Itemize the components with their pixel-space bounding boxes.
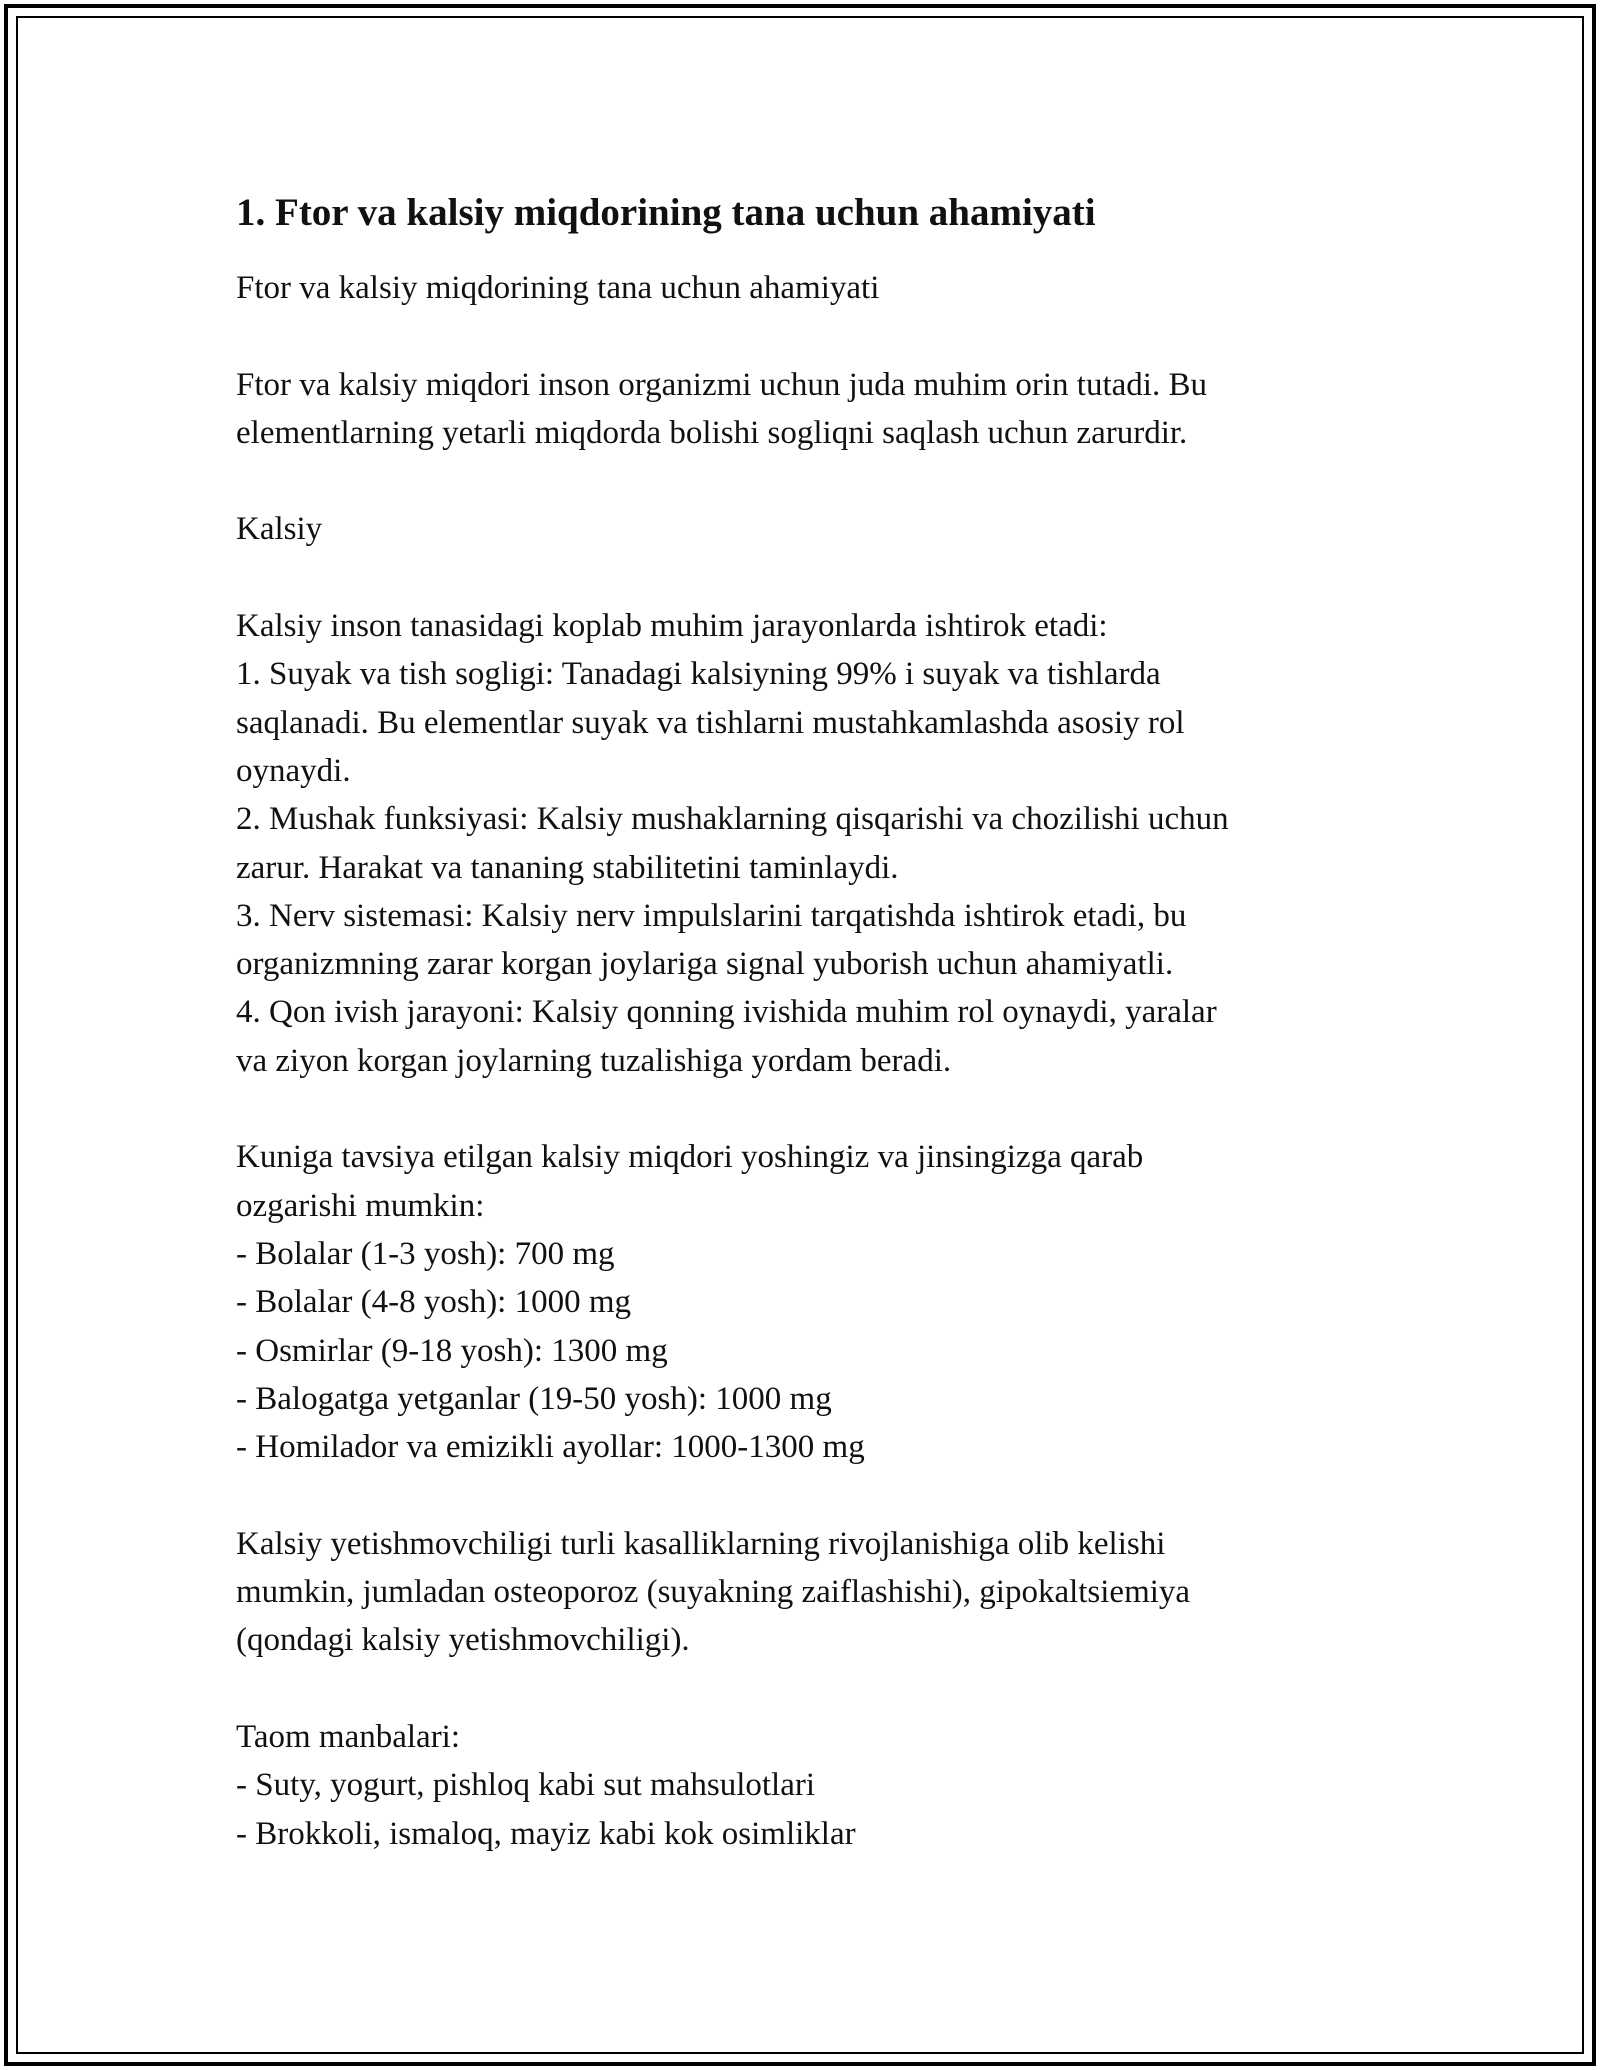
section-title-kalsiy: Kalsiy xyxy=(236,511,323,548)
dosage-item-line: - Balogatga yetganlar (19-50 yosh): 1000 mg xyxy=(236,1380,832,1417)
dosage-item-line: - Bolalar (4-8 yosh): 1000 mg xyxy=(236,1284,632,1321)
dosage-item-line: - Homilador va emizikli ayollar: 1000-1300 mg xyxy=(236,1429,865,1466)
intro-line: Ftor va kalsiy miqdori inson organizmi uchun juda muhim orin tutadi. Bu xyxy=(236,366,1207,403)
list-item-line: va ziyon korgan joylarning tuzalishiga yordam beradi. xyxy=(236,1042,952,1079)
blank-line xyxy=(236,1471,1366,1519)
blank-line xyxy=(236,554,1366,602)
blank-line xyxy=(236,1085,1366,1133)
list-item-line: 3. Nerv sistemasi: Kalsiy nerv impulslarini tarqatishda ishtirok etadi, bu xyxy=(236,897,1187,934)
food-source-item-line: - Suty, yogurt, pishloq kabi sut mahsulotlari xyxy=(236,1767,815,1804)
body-line: (qondagi kalsiy yetishmovchiligi). xyxy=(236,1622,690,1659)
body-line: Kuniga tavsiya etilgan kalsiy miqdori yoshingiz va jinsingizga qarab xyxy=(236,1139,1144,1176)
dosage-item-line: - Bolalar (1-3 yosh): 700 mg xyxy=(236,1235,615,1272)
document-heading: 1. Ftor va kalsiy miqdorining tana uchun ahamiyati xyxy=(236,191,1096,234)
blank-line xyxy=(236,457,1366,505)
food-sources-title: Taom manbalari: xyxy=(236,1718,461,1755)
body-line: Kalsiy yetishmovchiligi turli kasalliklarning rivojlanishiga olib kelishi xyxy=(236,1525,1166,1562)
blank-line xyxy=(236,312,1366,360)
list-item-line: oynaydi. xyxy=(236,752,351,789)
list-item-line: saqlanadi. Bu elementlar suyak va tishlarni mustahkamlashda asosiy rol xyxy=(236,704,1185,741)
list-item-line: 4. Qon ivish jarayoni: Kalsiy qonning ivishida muhim rol oynaydi, yaralar xyxy=(236,994,1217,1031)
document-body xyxy=(236,186,1366,1858)
food-source-item-line: - Brokkoli, ismaloq, mayiz kabi kok osimliklar xyxy=(236,1815,856,1852)
list-item-line: 2. Mushak funksiyasi: Kalsiy mushaklarning qisqarishi va chozilishi uchun xyxy=(236,801,1229,838)
subtitle-line: Ftor va kalsiy miqdorining tana uchun ahamiyati xyxy=(236,270,880,306)
body-line: mumkin, jumladan osteoporoz (suyakning zaiflashishi), gipokaltsiemiya xyxy=(236,1574,1191,1611)
intro-line: elementlarning yetarli miqdorda bolishi sogliqni saqlash uchun zarurdir. xyxy=(236,414,1188,451)
blank-line xyxy=(236,1665,1366,1713)
list-item-line: zarur. Harakat va tananing stabilitetini taminlaydi. xyxy=(236,849,899,886)
body-line: Kalsiy inson tanasidagi koplab muhim jarayonlarda ishtirok etadi: xyxy=(236,608,1108,645)
list-item-line: 1. Suyak va tish sogligi: Tanadagi kalsiyning 99% i suyak va tishlarda xyxy=(236,656,1161,693)
dosage-item-line: - Osmirlar (9-18 yosh): 1300 mg xyxy=(236,1332,668,1369)
body-line: ozgarishi mumkin: xyxy=(236,1187,485,1224)
list-item-line: organizmning zarar korgan joylariga signal yuborish uchun ahamiyatli. xyxy=(236,946,1174,983)
